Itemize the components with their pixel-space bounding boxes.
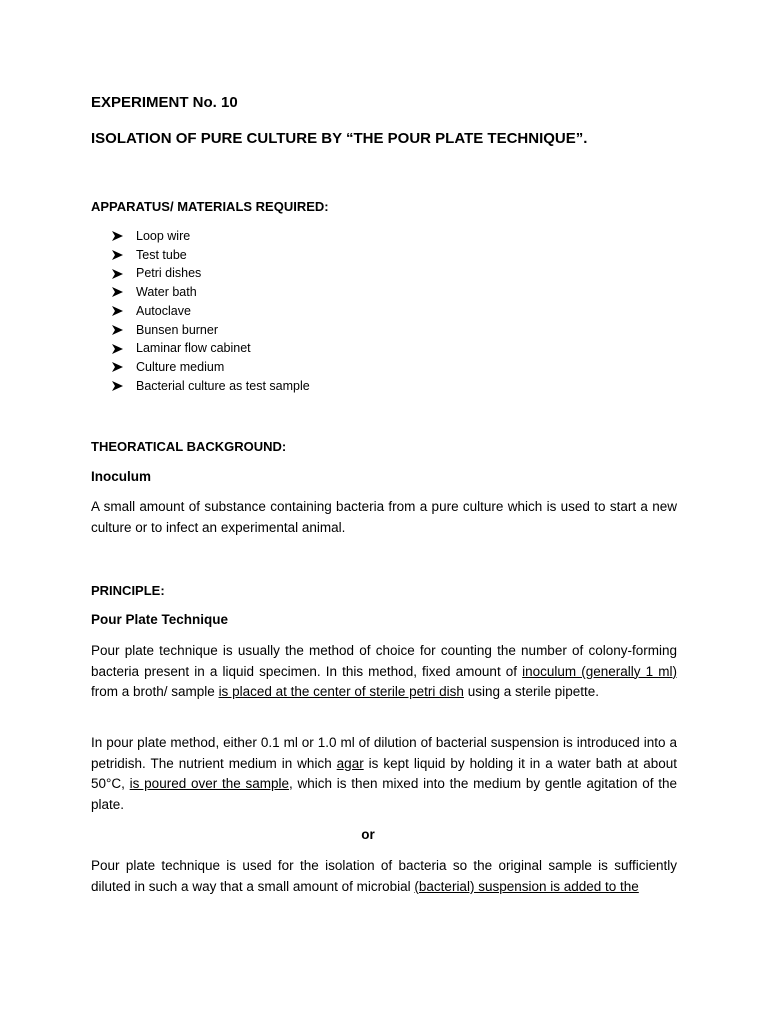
arrow-bullet-icon <box>112 269 136 279</box>
materials-list <box>112 227 310 395</box>
list-item: Petri dishes <box>112 264 310 283</box>
pour-plate-heading: Pour Plate Technique <box>91 612 229 627</box>
principle-heading: PRINCIPLE: <box>91 583 165 598</box>
list-item: Test tube <box>112 246 310 265</box>
list-item: Bacterial culture as test sample <box>112 377 310 396</box>
arrow-bullet-icon <box>112 381 136 391</box>
background-heading: THEORATICAL BACKGROUND: <box>91 439 287 454</box>
list-item: Laminar flow cabinet <box>112 339 310 358</box>
experiment-subtitle: ISOLATION OF PURE CULTURE BY “THE POUR PLATE TECHNIQUE”. <box>91 130 588 147</box>
list-item: Bunsen burner <box>112 321 310 340</box>
paragraph-pour-plate-definition: Pour plate technique is usually the method of choice for counting the number of colony-forming bacteria present in a liquid specimen. In this method, fixed amount of inoculum (generally 1 ml) from a broth/ sample is placed at the center of sterile petri dish using a sterile pipette. <box>91 643 678 700</box>
arrow-bullet-icon <box>112 231 136 241</box>
arrow-bullet-icon <box>112 287 136 297</box>
arrow-bullet-icon <box>112 250 136 260</box>
inoculum-paragraph: A small amount of substance containing bacteria from a pure culture which is used to start a new culture or to infect an experimental animal. <box>91 499 677 535</box>
materials-heading: APPARATUS/ MATERIALS REQUIRED: <box>91 199 329 214</box>
paragraph-isolation: Pour plate technique is used for the isolation of bacteria so the original sample is sufficiently diluted in such a way that a small amount of microbial (bacterial) suspension is added to the <box>91 858 677 894</box>
arrow-bullet-icon <box>112 306 136 316</box>
arrow-bullet-icon <box>112 362 136 372</box>
list-item: Loop wire <box>112 227 310 246</box>
inoculum-heading: Inoculum <box>91 469 151 484</box>
list-item: Water bath <box>112 283 310 302</box>
arrow-bullet-icon <box>112 325 136 335</box>
arrow-bullet-icon <box>112 344 136 354</box>
paragraph-pour-plate-method: In pour plate method, either 0.1 ml or 1.0 ml of dilution of bacterial suspension is introduced into a petridish. The nutrient medium in which agar is kept liquid by holding it in a water bath at about 50°C, is poured over the sample, which is then mixed into the medium by gentle agitation of the plate. <box>91 735 677 812</box>
experiment-title: EXPERIMENT No. 10 <box>91 94 238 111</box>
or-separator: or <box>361 827 375 842</box>
list-item: Autoclave <box>112 302 310 321</box>
list-item: Culture medium <box>112 358 310 377</box>
